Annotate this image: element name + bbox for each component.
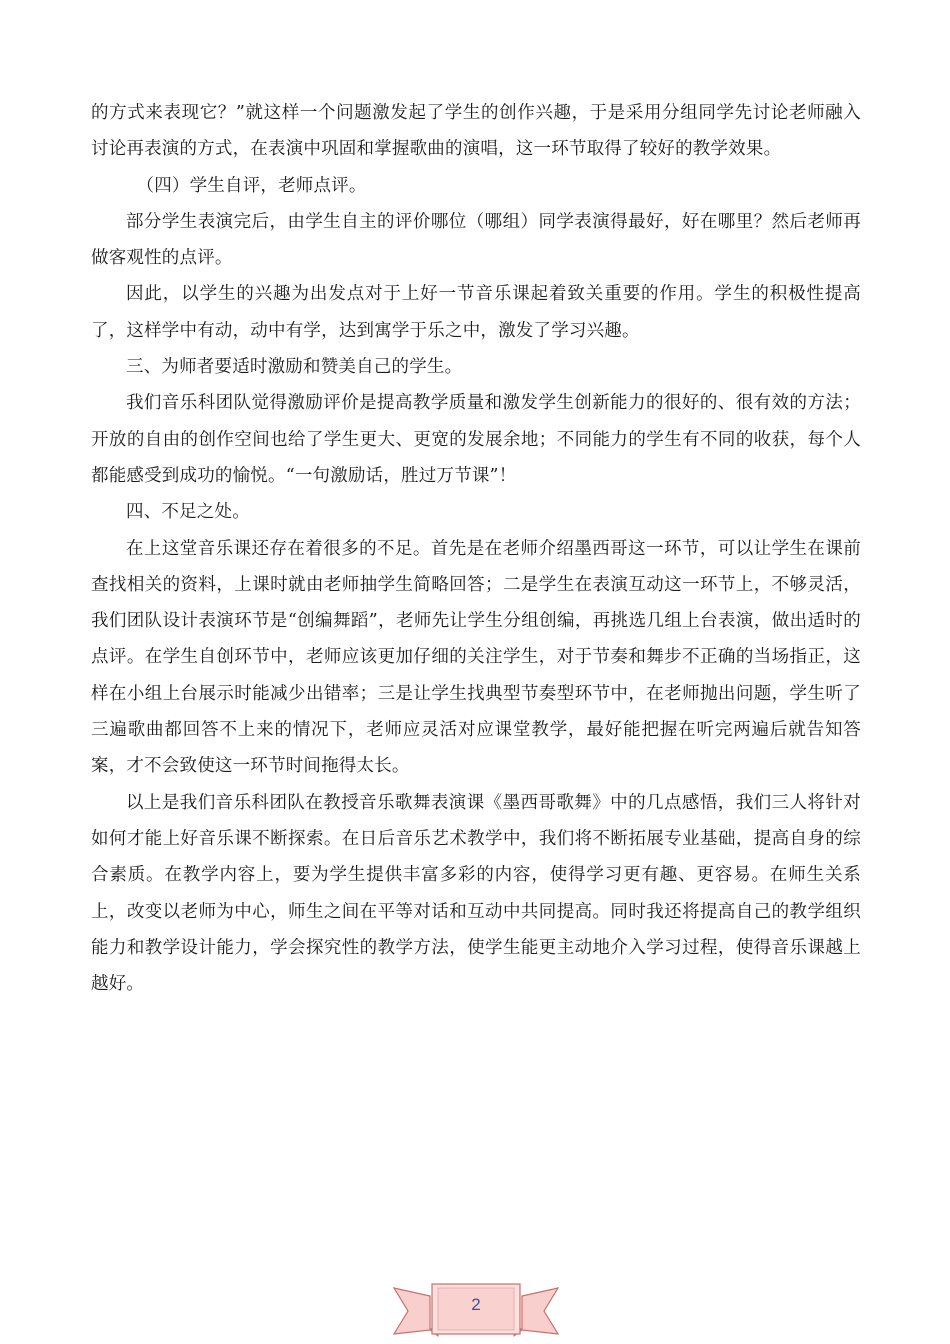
section-heading-4: （四）学生自评，老师点评。 bbox=[136, 175, 367, 196]
page-number: 2 bbox=[471, 1295, 481, 1314]
section-heading-four: 四、不足之处。 bbox=[126, 502, 250, 523]
document-body bbox=[91, 95, 861, 1002]
paragraph-continuation: 的方式来表现它？”就这样一个问题激发起了学生的创作兴趣，于是采用分组同学先讨论老师融入讨论再表演的方式，在表演中巩固和掌握歌曲的演唱，这一环节取得了较好的教学效果。 bbox=[91, 103, 861, 160]
paragraph-shortcomings: 在上这堂音乐课还存在着很多的不足。首先是在老师介绍墨西哥这一环节，可以让学生在课前查找相关的资料，上课时就由老师抽学生简略回答；二是学生在表演互动这一环节上，不够灵活，我们团队设计表演环节是“创编舞蹈”，老师先让学生分组创编，再挑选几组上台表演，做出适时的点评。在学生自创环节中，老师应该更加仔细的关注学生，对于节奏和舞步不正确的当场指正，这样在小组上台展示时能减少出错率；三是让学生找典型节奏型环节中，在老师抛出问题，学生听了三遍歌曲都回答不上来的情况下，老师应灵活对应课堂教学，最好能把握在听完两遍后就告知答案，才不会致使这一环节时间拖得太长。 bbox=[91, 538, 861, 777]
paragraph-peer-evaluation: 部分学生表演完后，由学生自主的评价哪位（哪组）同学表演得最好，好在哪里？然后老师再做客观性的点评。 bbox=[91, 211, 861, 269]
page-number-badge bbox=[392, 1278, 560, 1340]
paragraph-encouragement: 我们音乐科团队觉得激励评价是提高教学质量和激发学生创新能力的很好的、很有效的方法；开放的自由的创作空间也给了学生更大、更宽的发展余地；不同能力的学生有不同的收获，每个人都能感受到成功的愉悦。“一句激励话，胜过万节课”！ bbox=[91, 393, 861, 486]
paragraph-interest-conclusion: 因此，以学生的兴趣为出发点对于上好一节音乐课起着致关重要的作用。学生的积极性提高了，这样学中有动，动中有学，达到寓学于乐之中，激发了学习兴趣。 bbox=[91, 284, 861, 341]
paragraph-summary: 以上是我们音乐科团队在教授音乐歌舞表演课《墨西哥歌舞》中的几点感悟，我们三人将针对如何才能上好音乐课不断探索。在日后音乐艺术教学中，我们将不断拓展专业基础，提高自身的综合素质。在教学内容上，要为学生提供丰富多彩的内容，使得学习更有趣、更容易。在师生关系上，改变以老师为中心，师生之间在平等对话和互动中共同提高。同时我还将提高自己的教学组织能力和教学设计能力，学会探究性的教学方法，使学生能更主动地介入学习过程，使得音乐课越上越好。 bbox=[91, 792, 861, 995]
section-heading-three: 三、为师者要适时激励和赞美自己的学生。 bbox=[126, 357, 463, 378]
